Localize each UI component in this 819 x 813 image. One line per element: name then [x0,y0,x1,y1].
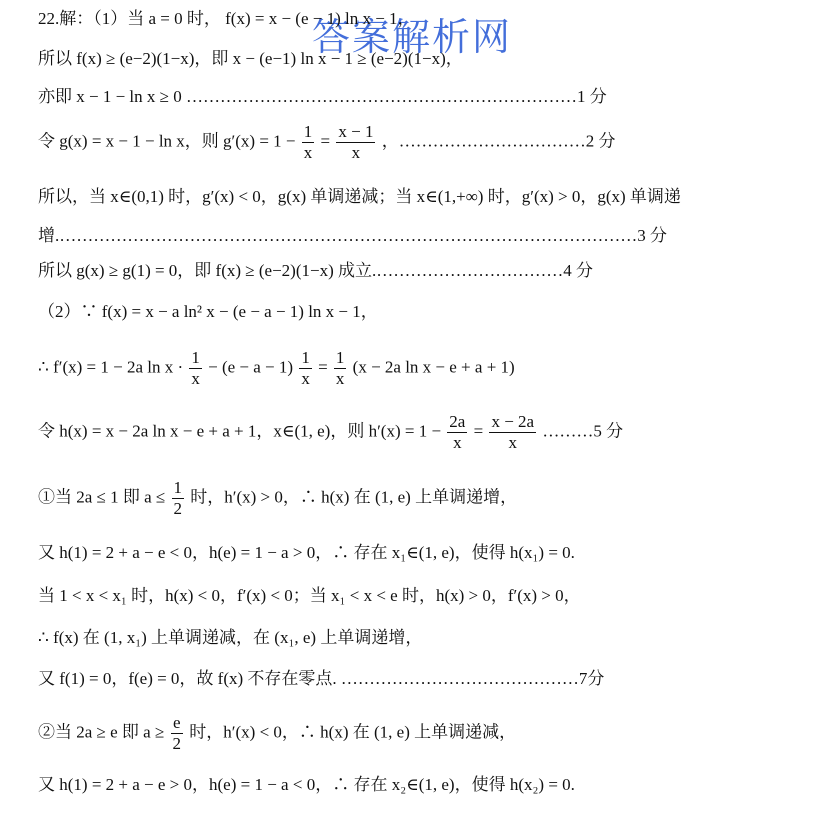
fraction-numerator: 1 [191,348,200,367]
fraction-x-minus-1-over-x [336,122,375,163]
line-8: （2）∵ f(x) = x − a ln² x − (e − a − 1) ln x − 1， [38,302,378,321]
line-9 [38,348,515,389]
fraction-denominator: 2 [172,734,182,753]
line-4-text-a: 令 g(x) = x − 1 − ln x，则 g′(x) = 1 − [38,131,300,151]
line-16-text-b: 时，h′(x) < 0，∴ h(x) 在 (1, e) 上单调递减， [189,722,517,742]
line-9-text-a: ∴ f′(x) = 1 − 2a ln x · [38,357,188,377]
line-6: 增.…………………………………………………………………………………………3 分 [38,226,667,245]
line-16-text-a: ②当 2a ≥ e 即 a ≥ [38,722,169,742]
line-11 [38,478,517,519]
line-2: 所以 f(x) ≥ (e−2)(1−x)，即 x − (e−1) ln x − 1 ≥ (e−2)(1−x)， [38,49,463,68]
line-14: ∴ f(x) 在 (1, x₁) 上单调递减，在 (x₁, e) 上单调递增， [38,628,423,647]
line-9-text-d: (x − 2a ln x − e + a + 1) [352,357,515,377]
line-17: 又 h(1) = 2 + a − e > 0，h(e) = 1 − a < 0，∴ 存在 x₂∈(1, e)，使得 h(x₂) = 0. [38,775,575,794]
fraction-numerator: 1 [303,122,313,141]
line-12: 又 h(1) = 2 + a − e < 0，h(e) = 1 − a > 0，∴ 存在 x₁∈(1, e)，使得 h(x₁) = 0. [38,543,575,562]
line-4: 令 g(x) = x − 1 − ln x，则 g′(x) = 1 − $\frac{1}{x}$ = $\frac{x - 1}{x}$ ，……………………………2 分 [38,122,616,162]
line-10-text-b: ………5 分 [542,421,624,441]
fraction-1-over-x [302,122,315,163]
fraction-numerator: 1 [173,478,183,497]
fraction-numerator: 1 [301,348,310,367]
fraction-numerator: 2a [449,412,466,431]
fraction-denominator: x [508,433,517,452]
line-11-text-b: 时，h′(x) > 0，∴ h(x) 在 (1, e) 上单调递增， [190,487,518,507]
fraction-numerator: x − 1 [338,122,374,141]
fraction-x-minus-2a-over-x [489,412,536,453]
fraction-denominator: x [453,433,462,452]
fraction-e-over-2 [171,713,184,754]
line-15: 又 f(1) = 0，f(e) = 0，故 f(x) 不存在零点. ……………………………………7分 [38,669,605,688]
fraction-1-over-x [334,348,347,389]
line-9-text-c: = [318,357,332,377]
fraction-denominator: x [301,369,310,388]
line-3: 亦即 x − 1 − ln x ≥ 0 ……………………………………………………………1 分 [38,87,607,106]
line-10: 令 h(x) = x − 2a ln x − e + a + 1，x∈(1, e)，则 h′(x) = 1 − $\frac{2a}{x}$ = $\frac{x - 2a}{x}$ ………5 分 [38,412,624,452]
fraction-denominator: x [335,369,345,388]
line-1: 22.解：（1）当 a = 0 时， f(x) = x − (e − 1) ln x − 1， [38,9,415,28]
line-9-text-b: − (e − a − 1) [208,357,294,377]
fraction-2a-over-x [447,412,467,453]
fraction-numerator: x − 2a [491,412,535,431]
fraction-denominator: x [191,369,200,388]
line-13: 当 1 < x < x₁ 时，h(x) < 0，f′(x) < 0；当 x₁ < x < e 时，h(x) > 0，f′(x) > 0， [38,586,581,605]
line-10-text-a: 令 h(x) = x − 2a ln x − e + a + 1，x∈(1, e)，则 h′(x) = 1 − [38,421,446,441]
line-11-text-a: ①当 2a ≤ 1 即 a ≤ [38,487,170,507]
line-4-text-b: ，……………………………2 分 [381,131,616,151]
line-16 [38,713,516,754]
line-7: 所以 g(x) ≥ g(1) = 0，即 f(x) ≥ (e−2)(1−x) 成立.……………………………4 分 [38,261,593,280]
fraction-1-over-2 [172,478,185,519]
fraction-1-over-x [189,348,202,389]
fraction-numerator: 1 [335,348,345,367]
fraction-denominator: x [351,143,361,162]
fraction-denominator: x [303,143,313,162]
watermark-text: 答案解析网 [312,15,513,59]
line-5: 所以，当 x∈(0,1) 时，g′(x) < 0，g(x) 单调递减；当 x∈(1,+∞) 时，g′(x) > 0，g(x) 单调递 [38,187,681,206]
fraction-1-over-x [299,348,312,389]
fraction-denominator: 2 [173,499,183,518]
fraction-numerator: e [171,713,184,734]
